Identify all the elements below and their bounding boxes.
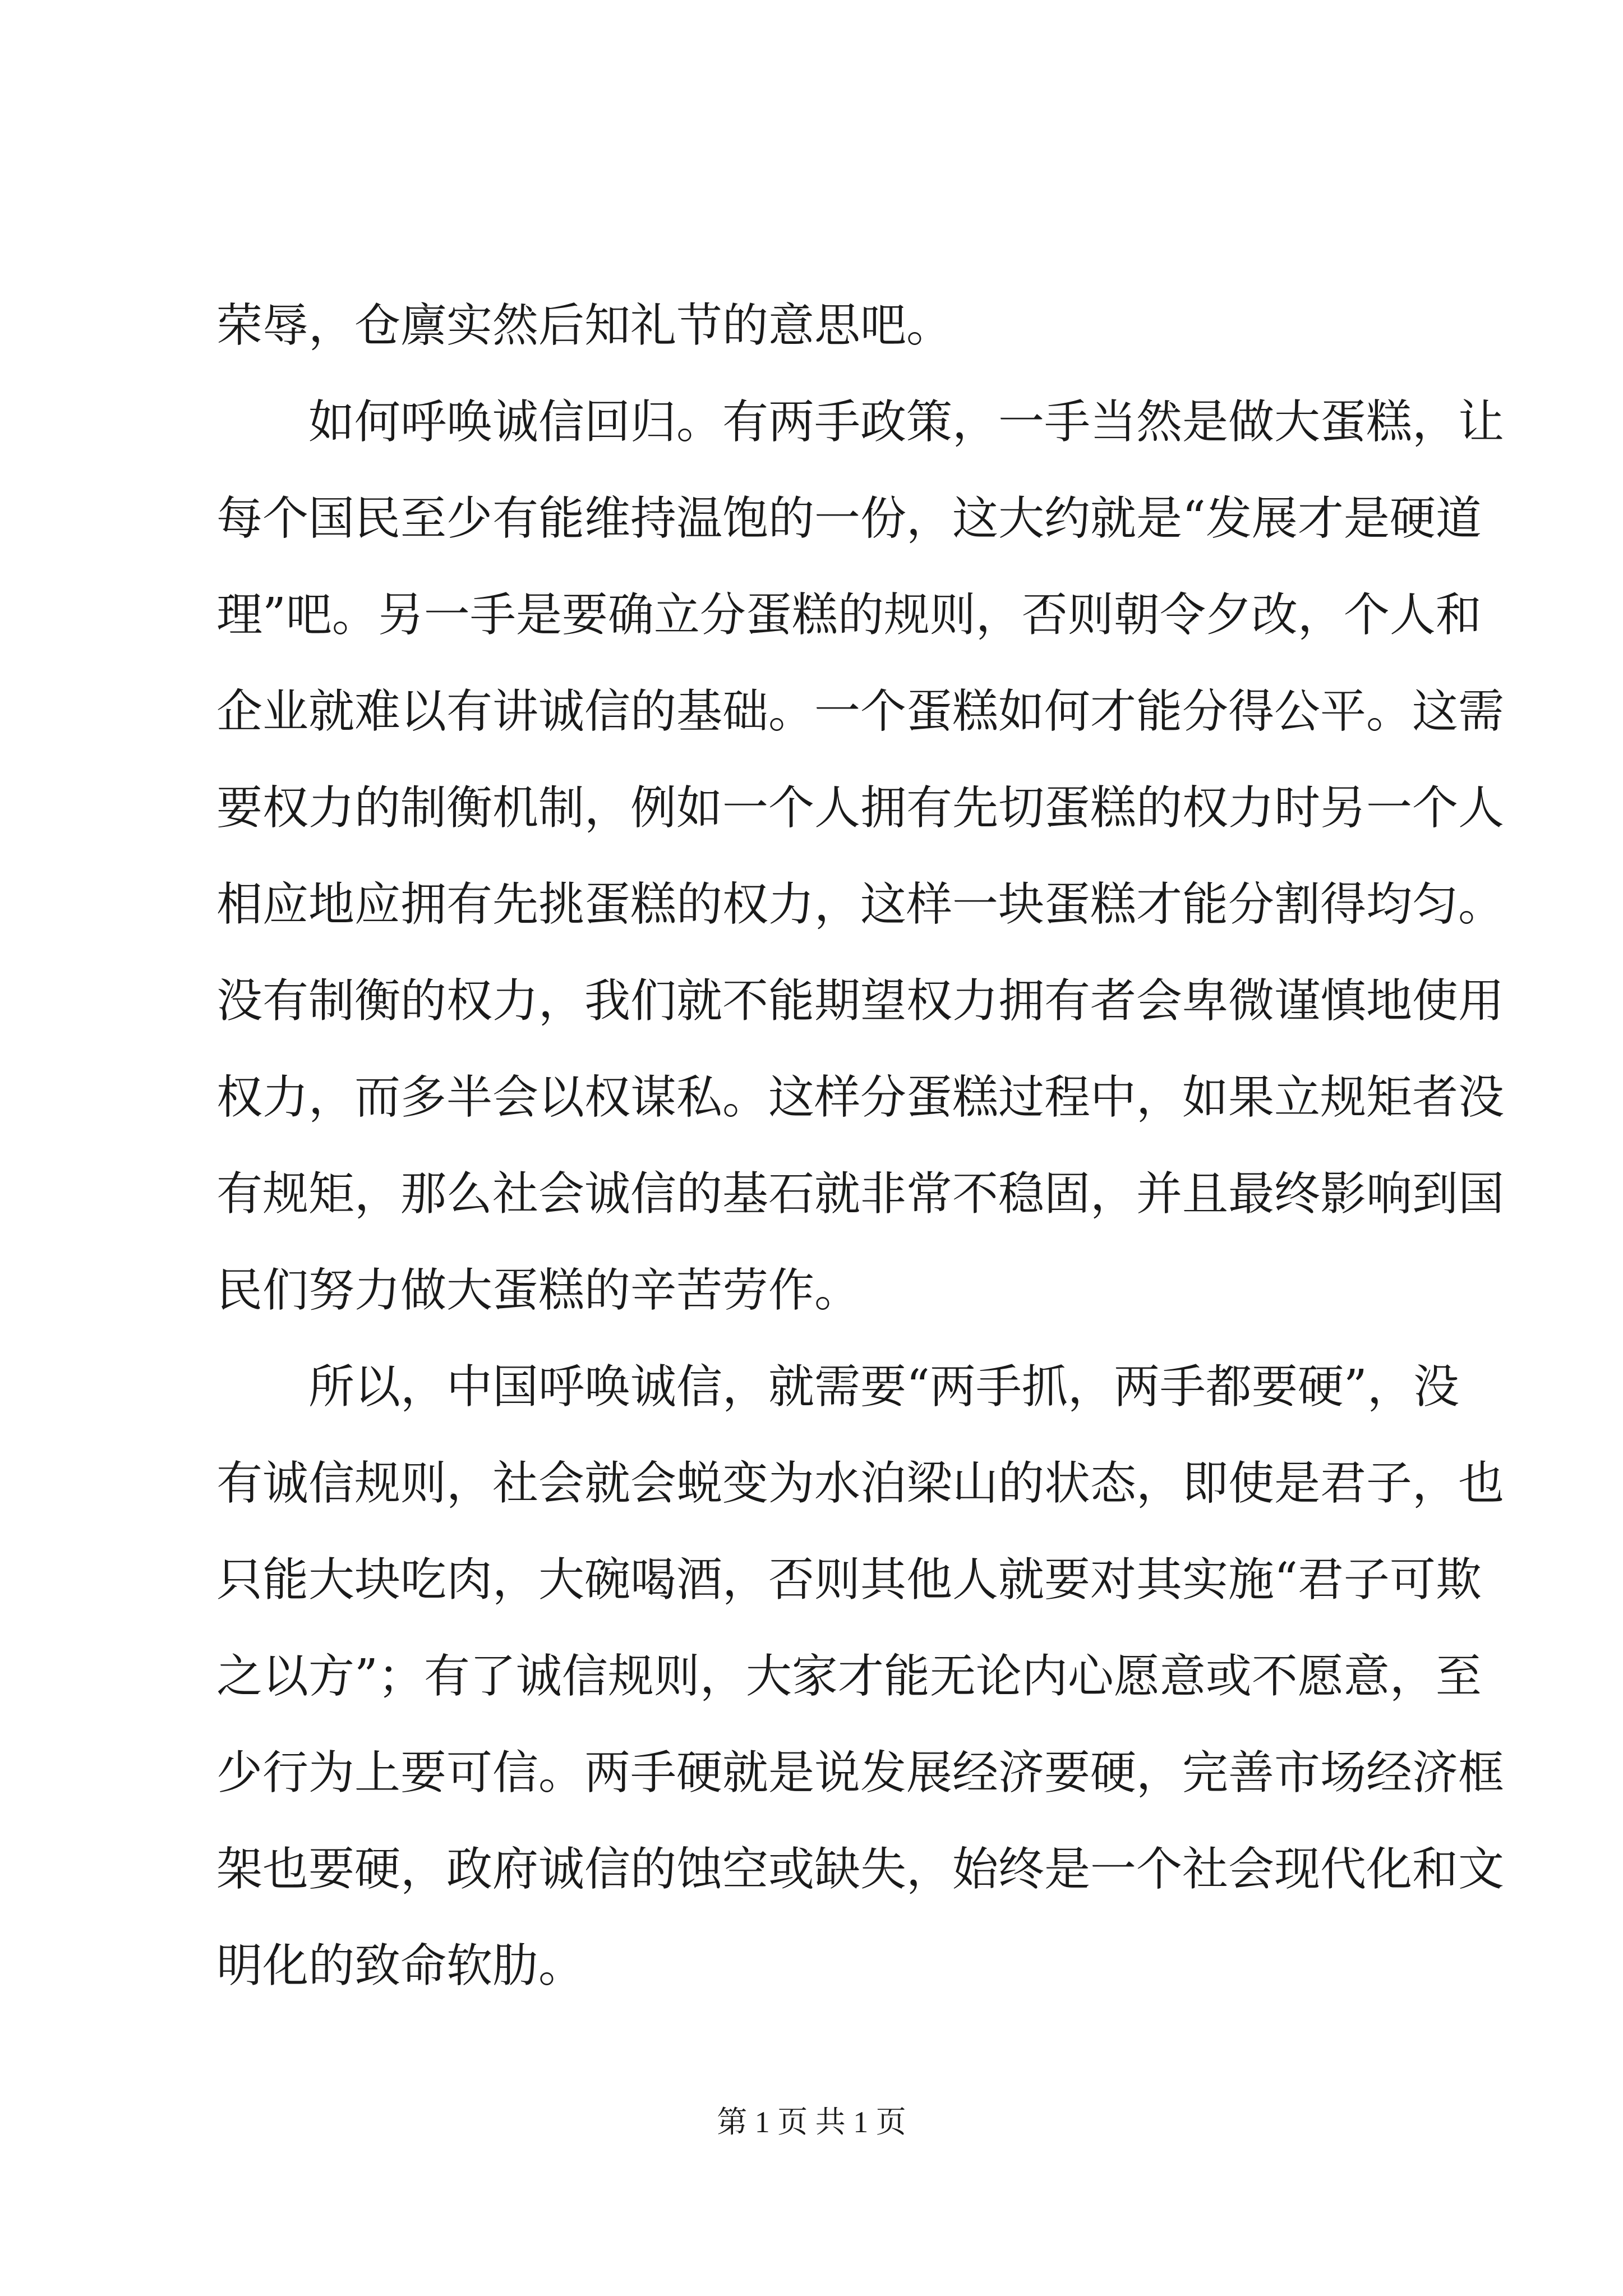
text-line: 有诚信规则，社会就会蜕变为水泊梁山的状态，即使是君子，也 bbox=[216, 1457, 1505, 1510]
text-line: 架也要硬，政府诚信的蚀空或缺失，始终是一个社会现代化和文 bbox=[216, 1843, 1505, 1896]
text-line: 之以方”；有了诚信规则，大家才能无论内心愿意或不愿意，至 bbox=[216, 1650, 1482, 1703]
paragraph-start-line: 如何呼唤诚信回归。有两手政策，一手当然是做大蛋糕，让 bbox=[308, 395, 1505, 449]
text-line: 少行为上要可信。两手硬就是说发展经济要硬，完善市场经济框 bbox=[216, 1746, 1505, 1800]
text-line: 理”吧。另一手是要确立分蛋糕的规则，否则朝令夕改，个人和 bbox=[216, 588, 1482, 642]
text-line: 有规矩，那么社会诚信的基石就非常不稳固，并且最终影响到国 bbox=[216, 1167, 1505, 1221]
page-footer: 第 1 页 共 1 页 bbox=[717, 2105, 906, 2139]
paragraph-start-line: 所以，中国呼唤诚信，就需要“两手抓，两手都要硬”，没 bbox=[308, 1360, 1459, 1414]
text-line: 没有制衡的权力，我们就不能期望权力拥有者会卑微谨慎地使用 bbox=[216, 974, 1505, 1028]
text-line: 明化的致命软肋。 bbox=[216, 1939, 585, 1993]
text-line: 要权力的制衡机制，例如一个人拥有先切蛋糕的权力时另一个人 bbox=[216, 781, 1505, 835]
text-line: 只能大块吃肉，大碗喝酒，否则其他人就要对其实施“君子可欺 bbox=[216, 1553, 1482, 1607]
body-text bbox=[216, 278, 1505, 2014]
text-line: 每个国民至少有能维持温饱的一份，这大约就是“发展才是硬道 bbox=[216, 492, 1482, 545]
text-line: 相应地应拥有先挑蛋糕的权力，这样一块蛋糕才能分割得均匀。 bbox=[216, 878, 1505, 931]
text-line: 权力，而多半会以权谋私。这样分蛋糕过程中，如果立规矩者没 bbox=[216, 1071, 1505, 1124]
text-line: 荣辱，仓廪实然后知礼节的意思吧。 bbox=[216, 299, 953, 352]
text-line: 企业就难以有讲诚信的基础。一个蛋糕如何才能分得公平。这需 bbox=[216, 685, 1505, 738]
text-line: 民们努力做大蛋糕的辛苦劳作。 bbox=[216, 1264, 861, 1317]
